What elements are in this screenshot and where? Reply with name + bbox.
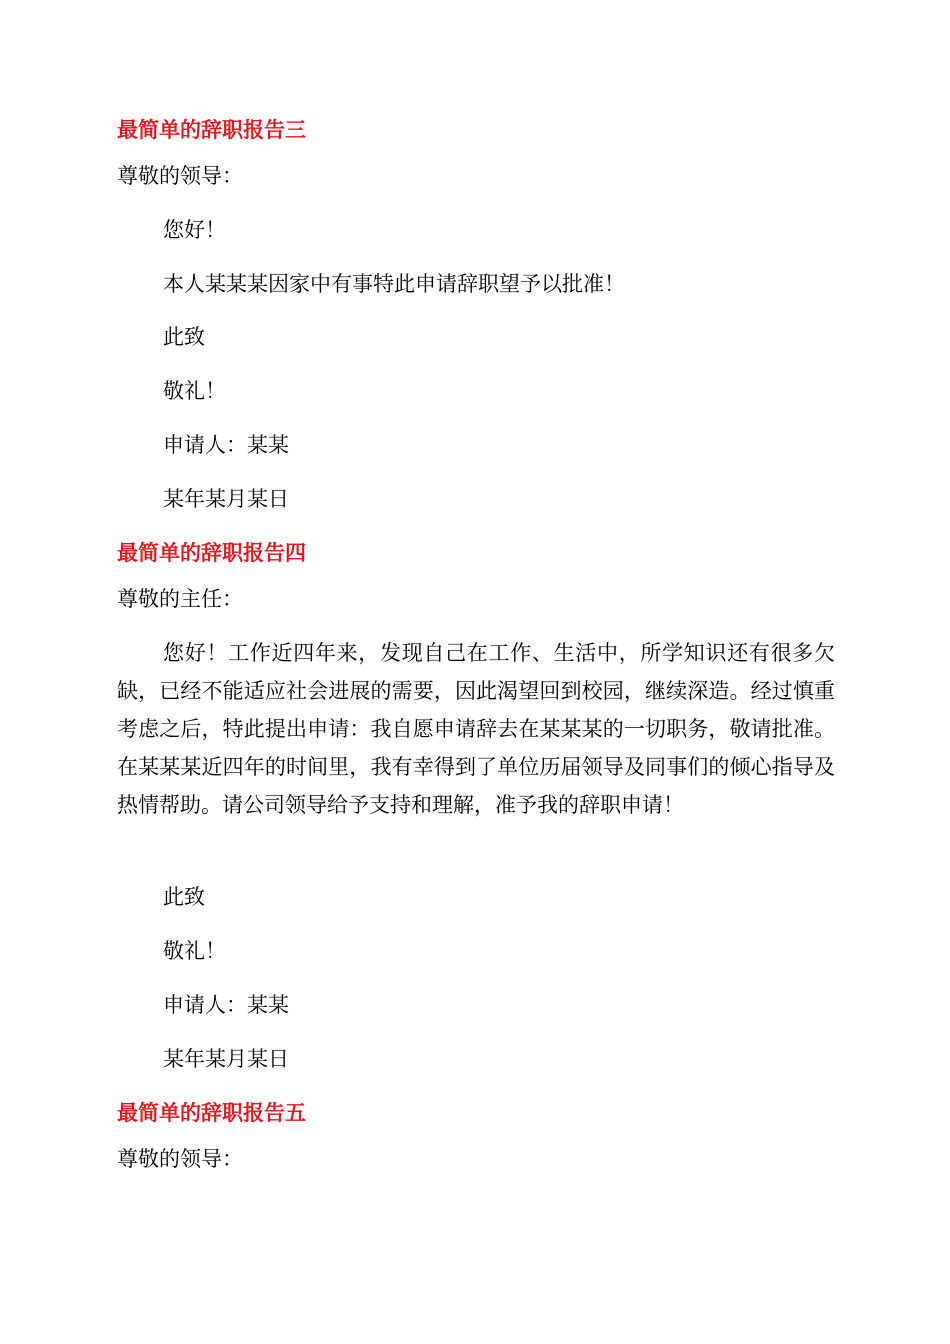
section-3-closing-1: 此致	[163, 325, 205, 349]
section-3-greeting: 您好！	[163, 218, 226, 242]
section-4-date: 某年某月某日	[163, 1047, 289, 1071]
section-5-title: 最简单的辞职报告五	[117, 1101, 306, 1125]
section-4-salutation: 尊敬的主任：	[117, 587, 243, 611]
section-3-title: 最简单的辞职报告三	[117, 118, 306, 142]
section-3-date: 某年某月某日	[163, 487, 289, 511]
section-4-title: 最简单的辞职报告四	[117, 541, 306, 565]
section-3-applicant: 申请人：某某	[163, 433, 289, 457]
section-3-closing-2: 敬礼！	[163, 379, 226, 403]
section-4-closing-1: 此致	[163, 885, 205, 909]
section-5-salutation: 尊敬的领导：	[117, 1147, 243, 1171]
section-3-salutation: 尊敬的领导：	[117, 164, 243, 188]
section-4-applicant: 申请人：某某	[163, 993, 289, 1017]
section-3-body: 本人某某某因家中有事特此申请辞职望予以批准！	[163, 272, 625, 296]
section-4-closing-2: 敬礼！	[163, 939, 226, 963]
section-4-body: 您好！工作近四年来，发现自己在工作、生活中，所学知识还有很多欠缺，已经不能适应社会进展的需要，因此渴望回到校园，继续深造。经过慎重考虑之后，特此提出申请：我自愿申请辞去在某某某的一切职务，敬请批准。在某某某近四年的时间里，我有幸得到了单位历届领导及同事们的倾心指导及热情帮助。请公司领导给予支持和理解，准予我的辞职申请！	[117, 641, 835, 817]
